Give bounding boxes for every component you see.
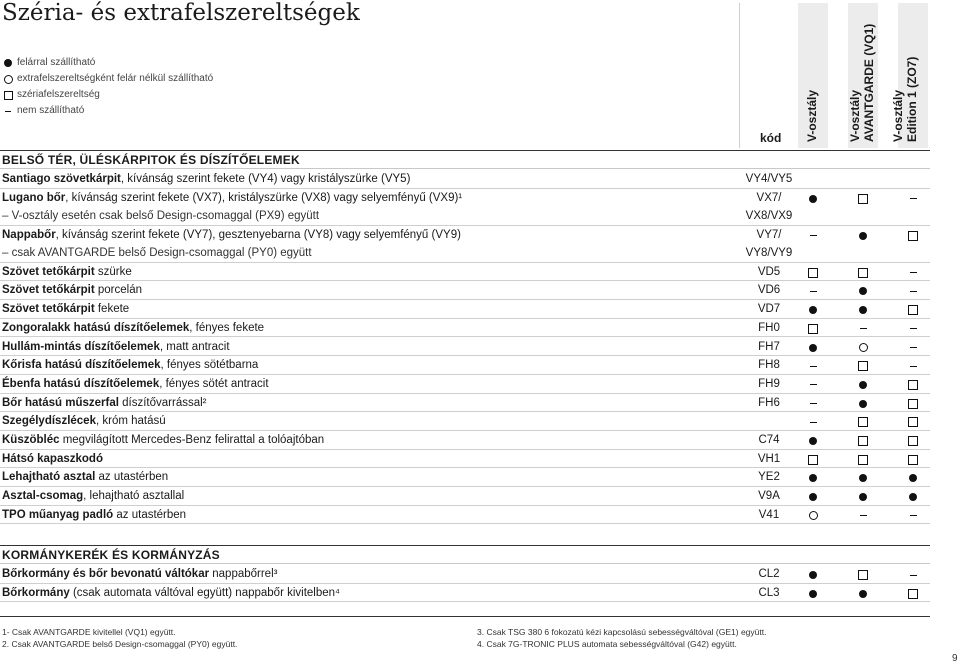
dash-icon [810,422,817,423]
feature-detail: , lehajtható asztallal [83,490,185,503]
feature-name: Santiago szövetkárpit [2,173,121,185]
availability-cell [898,193,928,205]
dot-icon [859,381,867,389]
section-header [0,150,930,169]
box-icon [908,231,918,241]
dot-icon [809,474,817,482]
model-column-line: V-osztály [805,89,819,142]
option-code-line: FH6 [758,396,780,409]
box-icon [908,417,918,427]
model-column-line: V-osztály [891,89,905,142]
dot-icon [809,493,817,501]
option-code-line: VY8/VY9 [745,246,793,259]
option-code [741,226,797,262]
availability-cell [848,435,878,447]
option-code-line: VD5 [757,265,781,278]
feature-detail: az utastérben [95,471,169,484]
table-row [0,189,930,226]
availability-cell [848,323,878,335]
table-row [0,431,930,450]
availability-cell [798,323,828,335]
legend-label: nem szállítható [17,105,85,116]
option-code-line: VY4/VY5 [745,173,793,185]
feature-detail: , kívánság szerint fekete (VY4) vagy kristályszürke (VY5) [120,173,411,185]
feature-detail: , matt antracit [159,340,230,353]
availability-cell [848,230,878,242]
dot-icon [859,590,867,598]
dot-icon [809,344,817,352]
box-icon [858,268,868,278]
box-icon [808,455,818,465]
ring-icon [4,75,13,84]
dot-icon [809,590,817,598]
row-description [2,450,103,468]
feature-detail: (csak automata váltóval együtt) nappabőr kivitelben⁴ [69,586,340,599]
availability-cell [798,193,828,205]
box-icon [4,91,13,100]
feature-detail: , fényes fekete [189,321,265,334]
row-description [2,506,186,524]
header-divider [739,3,740,148]
table-row [0,170,930,189]
availability-cell [798,588,828,600]
section-title: KORMÁNYKERÉK ÉS KORMÁNYZÁS [0,546,930,564]
dot-icon [859,287,867,295]
box-icon [908,380,918,390]
option-code-line: VY7/ [756,228,782,241]
dash-icon [810,235,817,236]
table-row [0,487,930,506]
feature-name: TPO műanyag padló [2,508,114,521]
availability-cell [848,398,878,410]
availability-cell [848,193,878,205]
dash-icon [810,366,817,367]
feature-name: Zongoralakk hatású díszítőelemek [2,321,190,334]
row-description [2,319,264,337]
footnote-3: 3. Csak TSG 380 6 fokozatú kézi kapcsolású sebességváltóval (GE1) együtt. [477,627,767,637]
dash-icon [910,347,917,348]
availability-cell [898,435,928,447]
footnote-divider [0,616,930,617]
availability-cell [798,435,828,447]
legend [2,55,213,119]
option-code [741,319,797,337]
availability-cell [898,569,928,581]
option-code [741,565,797,583]
availability-cell [898,230,928,242]
availability-cell [848,174,878,186]
availability-cell [848,588,878,600]
table-row [0,468,930,487]
box-icon [858,194,868,204]
availability-cell [898,304,928,316]
table-row [0,506,930,525]
option-code [741,356,797,374]
feature-detail: fekete [94,303,130,316]
dash-icon [860,328,867,329]
feature-detail: , fényes sötét antracit [159,377,269,390]
table-row [0,338,930,357]
box-icon [908,399,918,409]
dash-icon [5,111,11,112]
dash-icon [910,366,917,367]
footnote-1: 1- Csak AVANTGARDE kivitellel (VQ1) együtt. [2,627,176,637]
box-icon [908,589,918,599]
availability-cell [798,472,828,484]
option-code [741,263,797,281]
table-row [0,412,930,431]
option-code-line: CL2 [758,568,780,580]
legend-label: felárral szállítható [17,57,96,68]
availability-cell [798,454,828,466]
feature-name: Hullám-mintás díszítőelemek [2,340,160,353]
option-code-line: VX7/ [756,191,782,204]
row-description [2,584,340,602]
feature-name: Szövet tetőkárpit [2,303,95,316]
legend-item [2,87,213,103]
legend-label: szériafelszereltség [17,89,100,100]
option-code [741,338,797,356]
availability-cell [898,454,928,466]
row-description [2,431,324,449]
option-code-line: VX8/VX9 [745,209,793,222]
feature-detail: , kívánság szerint fekete (VY7), gesztenyebarna (VY8) vagy selyemfényű (VY9) [55,228,461,241]
dash-icon [810,384,817,385]
table-row [0,281,930,300]
availability-cell [798,569,828,581]
table-row [0,450,930,469]
feature-name: Küszöbléc [2,434,60,446]
model-column-line: V-osztály [848,89,862,142]
availability-cell [898,588,928,600]
option-code-line: CL3 [758,586,780,599]
legend-item [2,55,213,71]
availability-cell [898,472,928,484]
option-code [741,394,797,412]
dash-icon [910,515,917,516]
option-code [741,506,797,524]
availability-cell [898,285,928,297]
option-code-line: FH7 [758,340,780,353]
option-code-line: V9A [758,490,780,503]
availability-cell [898,398,928,410]
option-code [741,487,797,505]
availability-cell [798,342,828,354]
dash-icon [910,272,917,273]
feature-name: Nappabőr [2,228,56,241]
dot-icon [859,306,867,314]
availability-cell [798,285,828,297]
row-description [2,356,258,374]
availability-cell [898,379,928,391]
feature-name: Szövet tetőkárpit [2,284,95,297]
box-icon [858,570,868,580]
option-code-line: FH0 [758,321,780,334]
availability-cell [848,454,878,466]
option-code [741,170,797,188]
feature-detail: , fényes sötétbarna [160,359,259,372]
availability-cell [848,379,878,391]
dot-icon [809,437,817,445]
feature-name: Kőrisfa hatású díszítőelemek [2,359,161,372]
feature-detail: , kívánság szerint fekete (VX7), kristályszürke (VX8) vagy selyemfényű (VX9)¹ [65,191,463,204]
feature-note: – V-osztály esetén csak belső Design-csomaggal (PX9) együtt [2,209,320,222]
row-description [2,170,410,188]
row-description [2,375,269,393]
dot-icon [859,493,867,501]
feature-detail: megvilágított Mercedes-Benz felirattal a tolóajtóban [59,434,325,446]
availability-cell [848,510,878,522]
availability-cell [798,174,828,186]
feature-detail: porcelán [94,284,142,297]
model-column-title [891,30,919,142]
dash-icon [910,198,917,199]
option-code [741,450,797,468]
code-column-header: kód [760,131,782,145]
legend-item [2,103,213,119]
dot-icon [4,59,12,67]
ring-icon [809,511,818,520]
feature-note: – csak AVANTGARDE belső Design-csomaggal (PY0) együtt [2,246,312,259]
feature-name: Szövet tetőkárpit [2,265,95,278]
feature-name: Hátsó kapaszkodó [2,452,103,465]
availability-cell [798,416,828,428]
row-description [2,263,132,281]
availability-cell [798,304,828,316]
table-row [0,394,930,413]
feature-detail: , króm hatású [95,415,166,428]
dot-icon [809,571,817,579]
section-header [0,545,930,564]
feature-name: Bőr hatású műszerfal [2,396,119,409]
availability-cell [798,510,828,522]
dot-icon [809,306,817,314]
option-code-line: FH9 [758,377,780,390]
box-icon [908,455,918,465]
box-icon [858,455,868,465]
option-code-line: YE2 [758,471,780,484]
option-code-line: V41 [758,508,780,521]
model-column-title [848,23,876,142]
box-icon [808,268,818,278]
availability-cell [898,360,928,372]
model-column-title [805,88,819,142]
option-code-line: VD6 [757,284,781,297]
ring-icon [859,343,868,352]
availability-cell [848,360,878,372]
availability-cell [848,267,878,279]
availability-cell [798,491,828,503]
availability-cell [848,416,878,428]
dot-icon [859,474,867,482]
feature-name: Bőrkormány [2,586,70,599]
legend-label: extrafelszereltségként felár nélkül szállítható [17,73,214,84]
dash-icon [860,515,867,516]
dash-icon [810,291,817,292]
availability-cell [898,416,928,428]
availability-cell [898,510,928,522]
table-row [0,226,930,263]
availability-cell [798,379,828,391]
availability-cell [848,569,878,581]
option-code [741,300,797,318]
row-description [2,487,184,505]
box-icon [858,417,868,427]
dot-icon [859,232,867,240]
availability-cell [798,360,828,372]
box-icon [858,361,868,371]
model-column-line: AVANTGARDE (VQ1) [862,23,876,142]
dot-icon [809,195,817,203]
feature-detail: az utastérben [113,508,187,521]
availability-cell [848,342,878,354]
footnote-4: 4. Csak 7G-TRONIC PLUS automata sebességváltóval (G42) együtt. [477,639,737,649]
page-number: 9 [952,653,958,664]
option-code-line: VH1 [757,452,781,465]
availability-cell [848,472,878,484]
availability-cell [898,323,928,335]
feature-detail: nappabőrrel³ [209,568,278,580]
availability-cell [898,267,928,279]
feature-name: Ébenfa hatású díszítőelemek [2,377,160,390]
table-row [0,300,930,319]
dot-icon [909,493,917,501]
section-title: BELSŐ TÉR, ÜLÉSKÁRPITOK ÉS DÍSZÍTŐELEMEK [0,151,930,169]
table-row [0,375,930,394]
availability-cell [798,267,828,279]
availability-cell [798,398,828,410]
option-code [741,584,797,602]
table-row [0,565,930,584]
box-icon [808,324,818,334]
option-code [741,281,797,299]
box-icon [908,436,918,446]
feature-name: Asztal-csomag [2,490,84,503]
feature-detail: szürke [94,265,132,278]
dot-icon [909,474,917,482]
table-row [0,263,930,282]
row-description [2,412,166,430]
option-code [741,189,797,225]
row-description [2,281,142,299]
option-code-line: C74 [758,434,780,446]
model-column-line: Edition 1 (ZO7) [905,56,919,142]
table-row [0,319,930,338]
dash-icon [910,328,917,329]
option-code [741,431,797,449]
legend-item [2,71,213,87]
box-icon [858,436,868,446]
option-code-line: FH8 [758,359,780,372]
table-row [0,356,930,375]
availability-cell [848,285,878,297]
row-description [2,300,129,318]
availability-cell [898,342,928,354]
feature-name: Lehajtható asztal [2,471,96,484]
availability-cell [898,491,928,503]
feature-name: Lugano bőr [2,191,66,204]
option-code [741,468,797,486]
table-row [0,584,930,603]
row-description [2,394,207,412]
row-description [2,468,168,486]
page-title: Széria- és extrafelszereltségek [2,0,360,26]
dash-icon [910,291,917,292]
feature-detail: díszítővarrással² [118,396,207,409]
availability-cell [848,491,878,503]
availability-cell [798,230,828,242]
availability-cell [898,174,928,186]
option-code-line: VD7 [757,303,781,316]
dot-icon [859,400,867,408]
row-description [2,338,230,356]
footnote-2: 2. Csak AVANTGARDE belső Design-csomaggal (PY0) együtt. [2,639,238,649]
row-description [2,189,462,225]
row-description [2,226,461,262]
row-description [2,565,277,583]
dash-icon [810,403,817,404]
feature-name: Szegélydíszlécek [2,415,96,428]
availability-cell [848,304,878,316]
option-code [741,375,797,393]
box-icon [908,305,918,315]
feature-name: Bőrkormány és bőr bevonatú váltókar [2,568,210,580]
dash-icon [910,575,917,576]
